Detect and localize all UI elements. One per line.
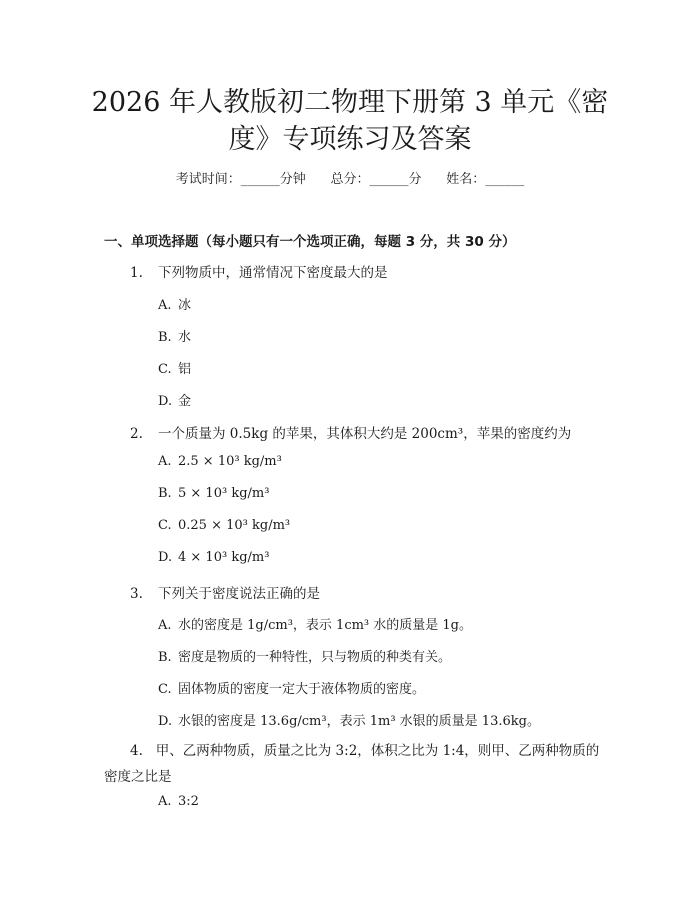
option-letter: A. — [158, 794, 172, 809]
option — [158, 326, 191, 345]
option-text: 0.25 × 10³ kg/m³ — [178, 518, 291, 533]
option-letter: D. — [158, 394, 173, 409]
option-text: 金 — [178, 394, 192, 409]
exam-meta: 考试时间：______分钟 总分：______分 姓名：______ — [175, 172, 525, 187]
question-4 — [104, 738, 604, 790]
question-text: 下列关于密度说法正确的是 — [158, 586, 320, 602]
option — [158, 550, 269, 565]
document-title — [80, 84, 620, 158]
question-1 — [130, 261, 388, 281]
option — [158, 646, 451, 665]
option-letter: C. — [158, 362, 172, 377]
option-text: 水银的密度是 13.6g/cm³，表示 1m³ 水银的质量是 13.6kg。 — [178, 714, 540, 729]
option-text: 2.5 × 10³ kg/m³ — [178, 454, 282, 469]
option-letter: A. — [158, 298, 172, 313]
title-line-1: 2026 年人教版初二物理下册第 3 单元《密 — [91, 87, 609, 118]
question-number: 4. — [130, 743, 143, 759]
option-letter: A. — [158, 454, 172, 469]
option-letter: B. — [158, 330, 172, 345]
question-number: 1. — [130, 265, 143, 281]
option-text: 固体物质的密度一定大于液体物质的密度。 — [178, 682, 426, 697]
option-letter: D. — [158, 714, 173, 729]
option-letter: A. — [158, 618, 172, 633]
question-number: 3. — [130, 586, 143, 602]
option-text: 水的密度是 1g/cm³，表示 1cm³ 水的质量是 1g。 — [178, 618, 473, 633]
option — [158, 678, 425, 697]
option-letter: C. — [158, 518, 172, 533]
option — [158, 486, 269, 501]
option — [158, 710, 540, 729]
option-letter: B. — [158, 650, 172, 665]
question-2 — [130, 422, 571, 442]
option — [158, 794, 199, 809]
section-heading: 一、单项选择题（每小题只有一个选项正确，每题 3 分，共 30 分） — [104, 234, 516, 250]
option-text: 4 × 10³ kg/m³ — [178, 550, 270, 565]
question-3 — [130, 582, 320, 602]
option — [158, 518, 290, 533]
option-text: 5 × 10³ kg/m³ — [178, 486, 270, 501]
question-text: 一个质量为 0.5kg 的苹果，其体积大约是 200cm³，苹果的密度约为 — [158, 426, 572, 442]
option-text: 铝 — [178, 362, 192, 377]
option-letter: B. — [158, 486, 172, 501]
question-number: 2. — [130, 426, 143, 442]
option-text: 水 — [178, 330, 192, 345]
option — [158, 294, 191, 313]
option-letter: D. — [158, 550, 173, 565]
option-letter: C. — [158, 682, 172, 697]
option — [158, 454, 282, 469]
option — [158, 358, 191, 377]
title-line-2: 度》专项练习及答案 — [228, 124, 472, 155]
option-text: 3:2 — [178, 794, 199, 809]
option — [158, 614, 472, 633]
option-text: 密度是物质的一种特性，只与物质的种类有关。 — [178, 650, 452, 665]
option-text: 冰 — [178, 298, 192, 313]
question-text: 甲、乙两种物质，质量之比为 3:2，体积之比为 1:4，则甲、乙两种物质的密度之比是 — [104, 743, 600, 785]
option — [158, 390, 191, 409]
question-text: 下列物质中，通常情况下密度最大的是 — [158, 265, 388, 281]
